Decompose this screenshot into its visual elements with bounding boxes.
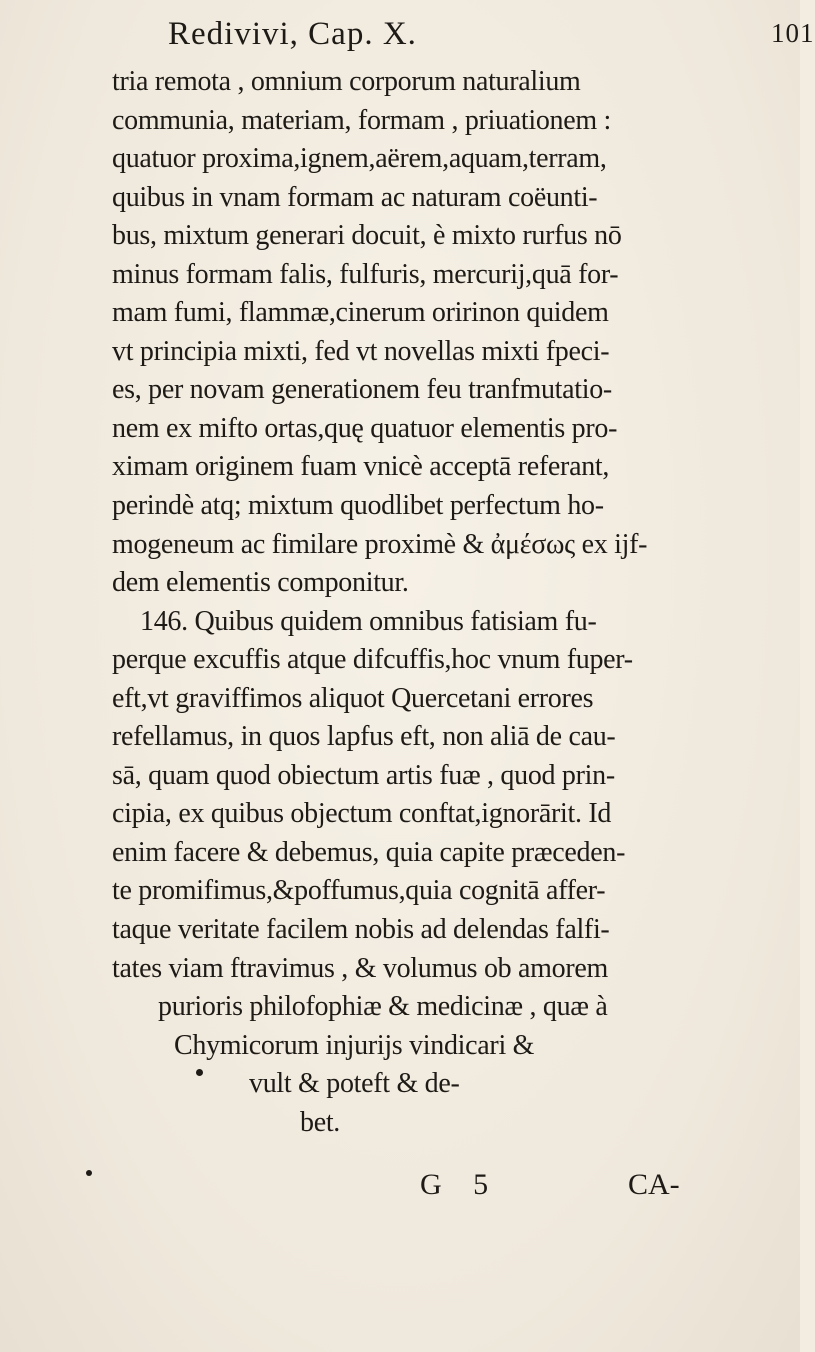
- text-line: bet.: [300, 1106, 341, 1138]
- text-line: vult & poteft & de-: [249, 1068, 460, 1100]
- text-line: quibus in vnam formam ac naturam coëunti-: [112, 181, 598, 213]
- text-line: enim facere & debemus, quia capite præceden-: [112, 836, 626, 868]
- text-line: perindè atq; mixtum quodlibet perfectum ho-: [112, 490, 604, 522]
- text-line: purioris philofophiæ & medicinæ , quæ à: [158, 991, 608, 1023]
- text-line: es, per novam generationem feu tranfmutatio-: [112, 374, 612, 406]
- text-line: Chymicorum injurijs vindicari &: [174, 1029, 535, 1061]
- text-line: ximam originem fuam vnicè acceptā referant,: [112, 451, 610, 483]
- text-line: minus formam falis, fulfuris, mercurij,quā for-: [112, 258, 619, 290]
- text-line: perque excuffis atque difcuffis,hoc vnum fuper-: [112, 644, 633, 676]
- text-line: communia, materiam, formam , priuationem :: [112, 104, 612, 136]
- paragraph-start-line: 146. Quibus quidem omnibus fatisiam fu-: [140, 605, 597, 637]
- catchword: CA-: [628, 1168, 680, 1201]
- text-line: mogeneum ac fimilare proximè & ἀμέσως ex ijf-: [112, 528, 648, 560]
- running-title: Redivivi, Cap. X.: [168, 16, 417, 52]
- text-line: eft,vt graviffimos aliquot Quercetani errores: [112, 682, 594, 714]
- text-line: tria remota , omnium corporum naturalium: [112, 66, 581, 97]
- text-line: bus, mixtum generari docuit, è mixto rurfus nō: [112, 220, 622, 252]
- text-line: sā, quam quod obiectum artis fuæ , quod prin-: [112, 759, 615, 791]
- text-line: cipia, ex quibus objectum conftat,ignorārit. Id: [112, 798, 612, 830]
- text-line: mam fumi, flammæ,cinerum oririnon quidem: [112, 297, 609, 329]
- page-footer: [420, 1168, 720, 1212]
- page-number: 101: [771, 18, 815, 48]
- text-line: vt principia mixti, fed vt novellas mixti fpeci-: [112, 335, 610, 367]
- text-line: quatuor proxima,ignem,aërem,aquam,terram,: [112, 143, 607, 175]
- text-line: refellamus, in quos lapfus eft, non aliā de cau-: [112, 721, 616, 753]
- text-line: nem ex mifto ortas,quę quatuor elementis pro-: [112, 412, 618, 444]
- body-text: [112, 63, 802, 1142]
- page-header: [168, 16, 815, 66]
- signature-mark: G 5: [420, 1168, 501, 1201]
- text-line: taque veritate facilem nobis ad delendas falfi-: [112, 914, 610, 946]
- ink-speck: [86, 1170, 92, 1176]
- text-line: tates viam ftravimus , & volumus ob amorem: [112, 952, 608, 984]
- ink-speck: [196, 1069, 203, 1076]
- text-line: dem elementis componitur.: [112, 567, 409, 599]
- text-line: te promifimus,&poffumus,quia cognitā affer-: [112, 875, 606, 907]
